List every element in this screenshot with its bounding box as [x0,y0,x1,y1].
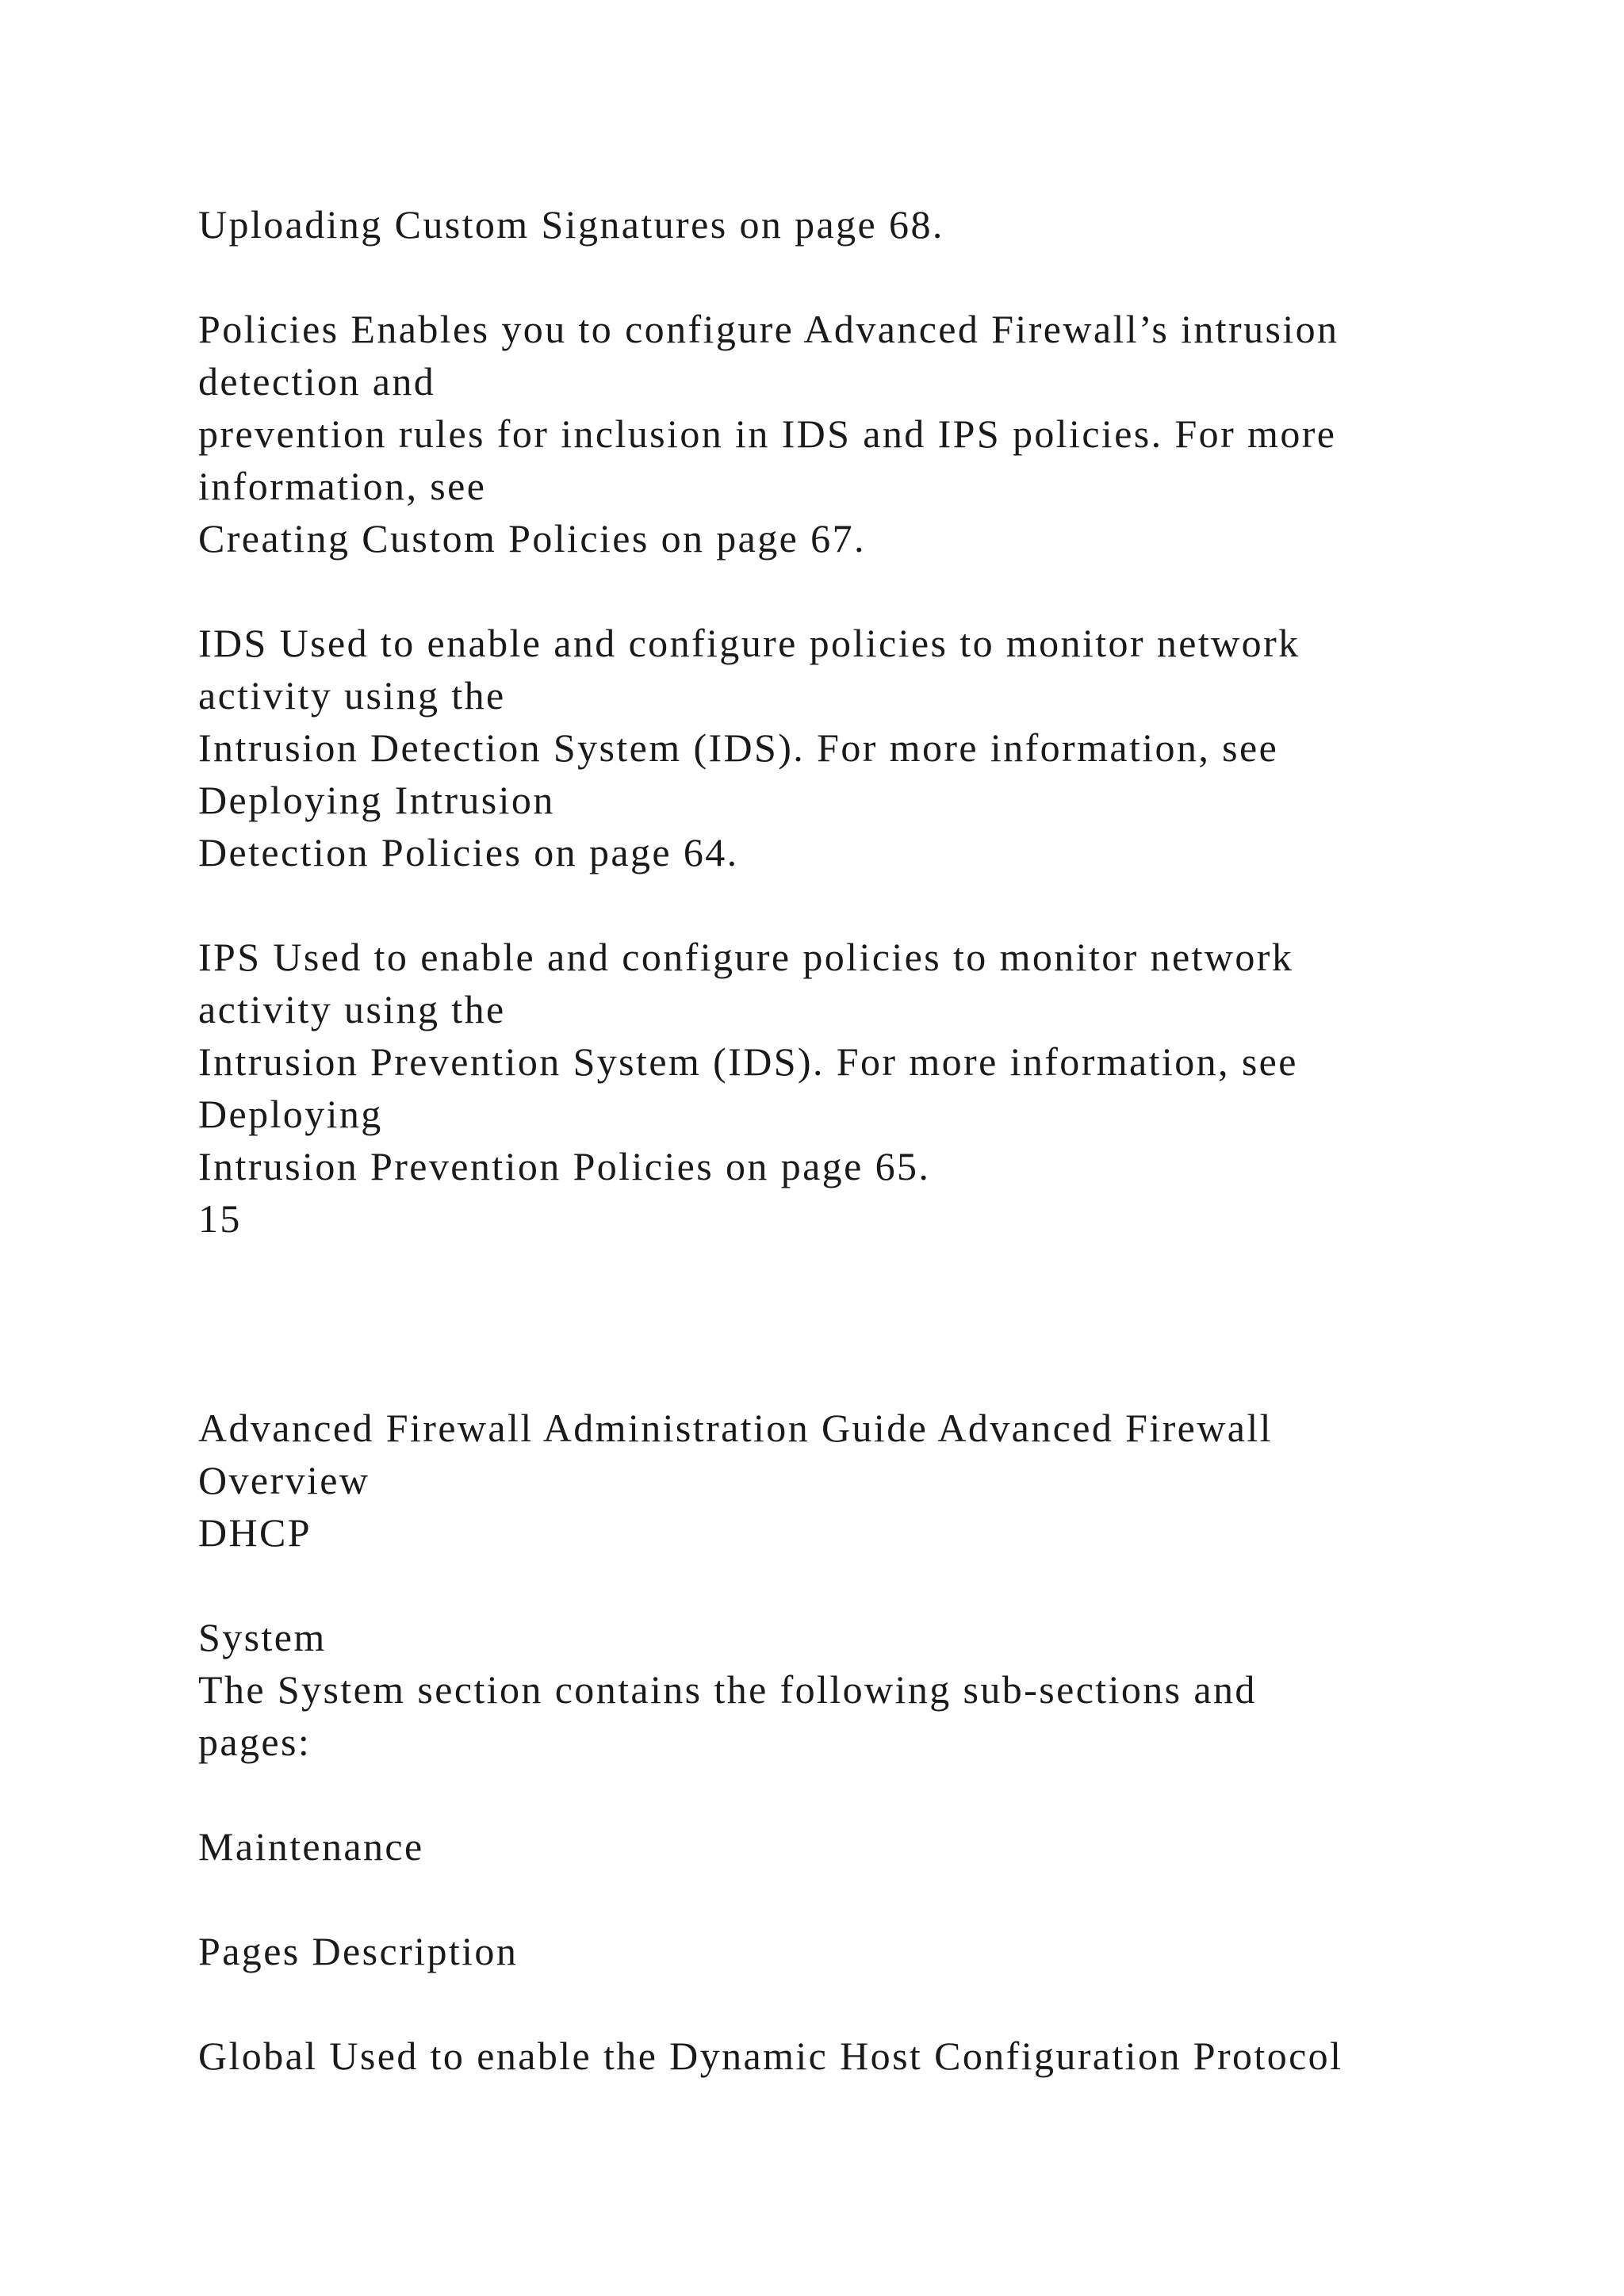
section-heading: System [198,1615,327,1659]
text-line: The System section contains the following sub-sections and [198,1667,1257,1712]
text-line: pages: [198,1720,312,1764]
table-header-text: Pages Description [198,1929,519,1973]
text-line: Overview [198,1458,370,1502]
text-line: Intrusion Prevention System (IDS). For more information, see [198,1039,1298,1084]
paragraph-ids [198,617,1546,878]
text-line: IPS Used to enable and configure policies to monitor network [198,935,1294,979]
text-line: Detection Policies on page 64. [198,830,739,874]
paragraph-spacer [198,1768,1546,1820]
text-line: detection and [198,359,436,404]
section-system [198,1611,1546,1768]
paragraph-custom-signatures-ref [198,198,1546,251]
paragraph-policies [198,303,1546,564]
page-break-spacer [198,1245,1546,1402]
table-row-global [198,2030,1546,2082]
subsection-heading: Maintenance [198,1824,424,1869]
text-line: activity using the [198,987,506,1031]
document-page [198,198,1546,2082]
table-header-row [198,1925,1546,1977]
paragraph-spacer [198,1873,1546,1925]
paragraph-spacer [198,251,1546,303]
text-line: prevention rules for inclusion in IDS and IPS policies. For more [198,411,1337,456]
text-line: Global Used to enable the Dynamic Host Configuration Protocol [198,2034,1343,2078]
text-line: Deploying Intrusion [198,778,555,822]
text-line: Deploying [198,1092,383,1136]
text-line: Advanced Firewall Administration Guide Advanced Firewall [198,1406,1273,1450]
text-line: Uploading Custom Signatures on page 68. [198,202,944,247]
section-label-dhcp: DHCP [198,1510,312,1555]
subsection-maintenance [198,1820,1546,1873]
paragraph-spacer [198,1977,1546,2030]
page-number: 15 [198,1196,242,1241]
text-line: activity using the [198,673,506,718]
text-line: Intrusion Prevention Policies on page 65. [198,1144,931,1188]
text-line: Intrusion Detection System (IDS). For more information, see [198,725,1279,770]
text-line: information, see [198,464,487,508]
paragraph-spacer [198,1559,1546,1611]
text-line: IDS Used to enable and configure policies to monitor network [198,621,1300,665]
text-line: Creating Custom Policies on page 67. [198,516,866,561]
running-header [198,1402,1546,1559]
paragraph-spacer [198,564,1546,617]
paragraph-spacer [198,878,1546,931]
text-line: Policies Enables you to configure Advanced Firewall’s intrusion [198,307,1339,351]
paragraph-ips [198,931,1546,1245]
